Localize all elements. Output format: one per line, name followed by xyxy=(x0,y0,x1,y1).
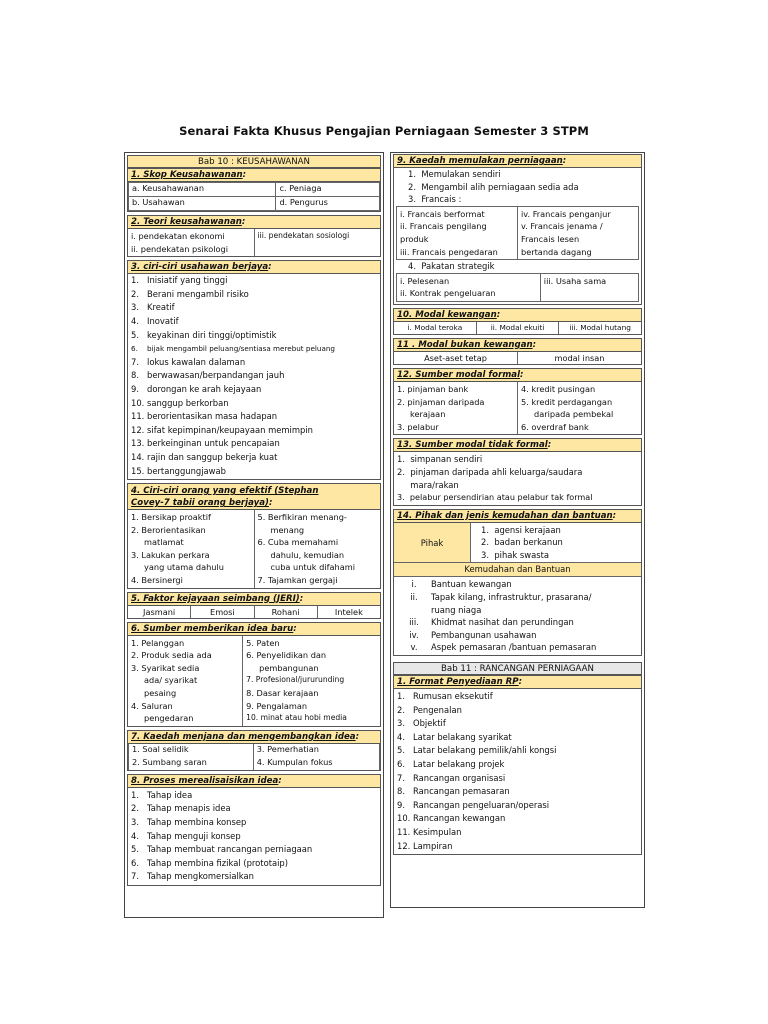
section-pihak-kemudahan-bantuan: 14. Pihak dan jenis kemudahan dan bantuan: Pihak 1. agensi kerajaan 2. badan berkanun 3. pihak swasta Kemudahan dan Bantuan i. Bantuan kewangan ii. Tapak kilang, infrastruktur, prasarana/ ruang niaga iii. Khidmat nasihat dan perundingan iv. Pembangunan usahawan v. Aspek pemasaran /bantuan pemasaran xyxy=(393,509,642,656)
list-item: 7. lokus kawalan dalaman xyxy=(131,356,246,367)
section-heading: 3. ciri-ciri usahawan berjaya: xyxy=(128,261,380,274)
list-item: 2. Tahap menapis idea xyxy=(131,803,231,814)
list-item: 9. Rancangan pengeluaran/operasi xyxy=(397,799,550,810)
list-item: 1. Inisiatif yang tinggi xyxy=(131,275,228,286)
section-heading: 1. Skop Keusahawanan: xyxy=(128,169,380,182)
list-item: 2. Berani mengambil risiko xyxy=(131,288,249,299)
jeri-cell: Rohani xyxy=(254,606,317,618)
section-modal-bukan-kewangan: 11 . Modal bukan kewangan: Aset-aset tetap modal insan xyxy=(393,338,642,365)
chapter-11-title: Bab 11 : RANCANGAN PERNIAGAAN xyxy=(393,662,642,675)
list-item: 12. Lampiran xyxy=(397,840,453,851)
skop-table: a. Keusahawanan c. Peniaga b. Usahawan d. Pengurus xyxy=(128,182,380,211)
section-heading: 10. Modal kewangan: xyxy=(394,309,641,322)
list-item: 5. keyakinan diri tinggi/optimistik xyxy=(131,329,277,340)
section-heading: 1. Format Penyediaan RP: xyxy=(394,676,641,689)
jeri-cell: Intelek xyxy=(317,606,380,618)
section-kaedah-memulakan-perniagaan: 9. Kaedah memulakan perniagaan: 1. Memulakan sendiri 2. Mengambil alih perniagaan sedia ada 3. Francais : i. Francais berformat ii. Francais pengilang produk iii. Francais pengedaran iv. Francais penganjur v. Francais jenama / Francais lesen bertanda dagang 4. Pakatan strategik i. Pelesenan ii. Kontrak pengeluaran iii. Usaha sama xyxy=(393,154,642,305)
list-item: 4. Tahap menguji konsep xyxy=(131,830,241,841)
list-item: 6. Latar belakang projek xyxy=(397,759,505,769)
section-heading: 12. Sumber modal formal: xyxy=(394,369,641,382)
section-format-rp xyxy=(393,675,642,855)
section-faktor-jeri xyxy=(127,592,381,619)
list-item: 4. Inovatif xyxy=(131,315,179,326)
section-heading: 13. Sumber modal tidak formal: xyxy=(394,439,641,452)
section-kaedah-menjana-idea: 7. Kaedah menjana dan mengembangkan idea: 1. Soal selidik 3. Pemerhatian 2. Sumbang saran 4. Kumpulan fokus xyxy=(127,730,381,771)
right-column xyxy=(390,152,645,908)
list-item: 5. Latar belakang pemilik/ahli kongsi xyxy=(397,745,557,756)
list-item: 3. Objektif xyxy=(397,718,446,729)
section-ciri-usahawan xyxy=(127,260,381,480)
section-heading: 11 . Modal bukan kewangan: xyxy=(394,339,641,352)
section-proses-merealisasikan-idea xyxy=(127,774,381,886)
jeri-cell: Jasmani xyxy=(143,606,176,617)
page-title: Senarai Fakta Khusus Pengajian Perniagaan Semester 3 STPM xyxy=(179,124,589,138)
list-item: 15. bertanggungjawab xyxy=(131,465,226,476)
list-item: 3. Kreatif xyxy=(131,302,175,313)
section-sumber-modal-tidak-formal: 13. Sumber modal tidak formal: 1. simpanan sendiri 2. pinjaman daripada ahli keluarga/saudara mara/rakan 3. pelabur persendirian atau pelabur tak formal xyxy=(393,438,642,505)
jeri-cell: Emosi xyxy=(190,606,253,618)
section-sumber-idea: 6. Sumber memberikan idea baru: 1. Pelanggan 2. Produk sedia ada 3. Syarikat sedia ada/ syarikat pesaing 4. Saluran pengedaran 5. Paten 6. Penyelidikan dan pembangunan 7. Profesional/jururunding 8. Dasar kerajaan 9. Pengalaman 10. minat atau hobi media xyxy=(127,622,381,727)
list-item: 8. Rancangan pemasaran xyxy=(397,786,510,797)
list-item: 12. sifat kepimpinan/keupayaan memimpin xyxy=(131,424,313,435)
chapter-10-title: Bab 10 : KEUSAHAWANAN xyxy=(127,155,381,168)
list-item: 9. dorongan ke arah kejayaan xyxy=(131,383,262,394)
list-item: 7. Rancangan organisasi xyxy=(397,772,506,783)
list-item: 2. Pengenalan xyxy=(397,704,462,715)
list-item: 7. Tahap mengkomersialkan xyxy=(131,871,254,882)
list-item: 5. Tahap membuat rancangan perniagaan xyxy=(131,844,313,855)
list-item: 11. berorientasikan masa hadapan xyxy=(131,411,278,422)
section-heading: 7. Kaedah menjana dan mengembangkan idea: xyxy=(128,731,380,744)
list-item: 10. Rancangan kewangan xyxy=(397,813,506,824)
list-item: 1. Rumusan eksekutif xyxy=(397,691,493,702)
section-heading: 5. Faktor kejayaan seimbang (JERI): xyxy=(128,593,380,606)
list-item: 10. sanggup berkorban xyxy=(131,397,229,408)
section-skop-keusahawanan xyxy=(127,168,381,212)
list-item: 1. Tahap idea xyxy=(131,789,193,800)
list-item: 3. Tahap membina konsep xyxy=(131,817,247,827)
section-heading: 9. Kaedah memulakan perniagaan: xyxy=(394,155,641,168)
francais-table: i. Francais berformat ii. Francais pengilang produk iii. Francais pengedaran iv. Francais penganjur v. Francais jenama / Francais lesen bertanda dagang xyxy=(396,206,639,260)
section-teori-keusahawanan: 2. Teori keusahawanan: i. pendekatan ekonomi ii. pendekatan psikologi iii. pendekatan sosiologi xyxy=(127,215,381,257)
section-sumber-modal-formal: 12. Sumber modal formal: 1. pinjaman bank 2. pinjaman daripada kerajaan 3. pelabur 4. kredit pusingan 5. kredit perdagangan daripada pembekal 6. overdraf bank xyxy=(393,368,642,435)
section-heading: 2. Teori keusahawanan: xyxy=(128,216,380,229)
section-heading: 4. Ciri-ciri orang yang efektif (Stephan Covey-7 tabii orang berjaya): xyxy=(128,484,380,510)
list-item: 4. Latar belakang syarikat xyxy=(397,731,512,742)
list-item: 11. Kesimpulan xyxy=(397,826,462,837)
section-heading: 8. Proses merealisaisikan idea: xyxy=(128,775,380,788)
list-item: 6. Tahap membina fizikal (prototaip) xyxy=(131,857,289,868)
list-item: 14. rajin dan sanggup bekerja kuat xyxy=(131,451,278,462)
section-modal-kewangan: 10. Modal kewangan: i. Modal teroka ii. Modal ekuiti iii. Modal hutang xyxy=(393,308,642,335)
section-ciri-orang-efektif: 4. Ciri-ciri orang yang efektif (Stephan Covey-7 tabii orang berjaya): 1. Bersikap proaktif 2. Berorientasikan matlamat 3. Lakukan perkara yang utama dahulu 4. Bersinergi 5. Berfikiran menang- menang 6. Cuba memahami dahulu, kemudian cuba untuk difahami 7. Tajamkan gergaji xyxy=(127,483,381,589)
section-heading: 14. Pihak dan jenis kemudahan dan bantuan: xyxy=(394,510,641,523)
section-heading: 6. Sumber memberikan idea baru: xyxy=(128,623,380,636)
left-column xyxy=(124,152,384,918)
list-item: 13. berkeinginan untuk pencapaian xyxy=(131,438,280,449)
list-item: 8. berwawasan/berpandangan jauh xyxy=(131,370,285,381)
list-item: 6. bijak mengambil peluang/sentiasa merebut peluang xyxy=(131,344,335,354)
pakatan-table: i. Pelesenan ii. Kontrak pengeluaran iii. Usaha sama xyxy=(396,273,639,302)
